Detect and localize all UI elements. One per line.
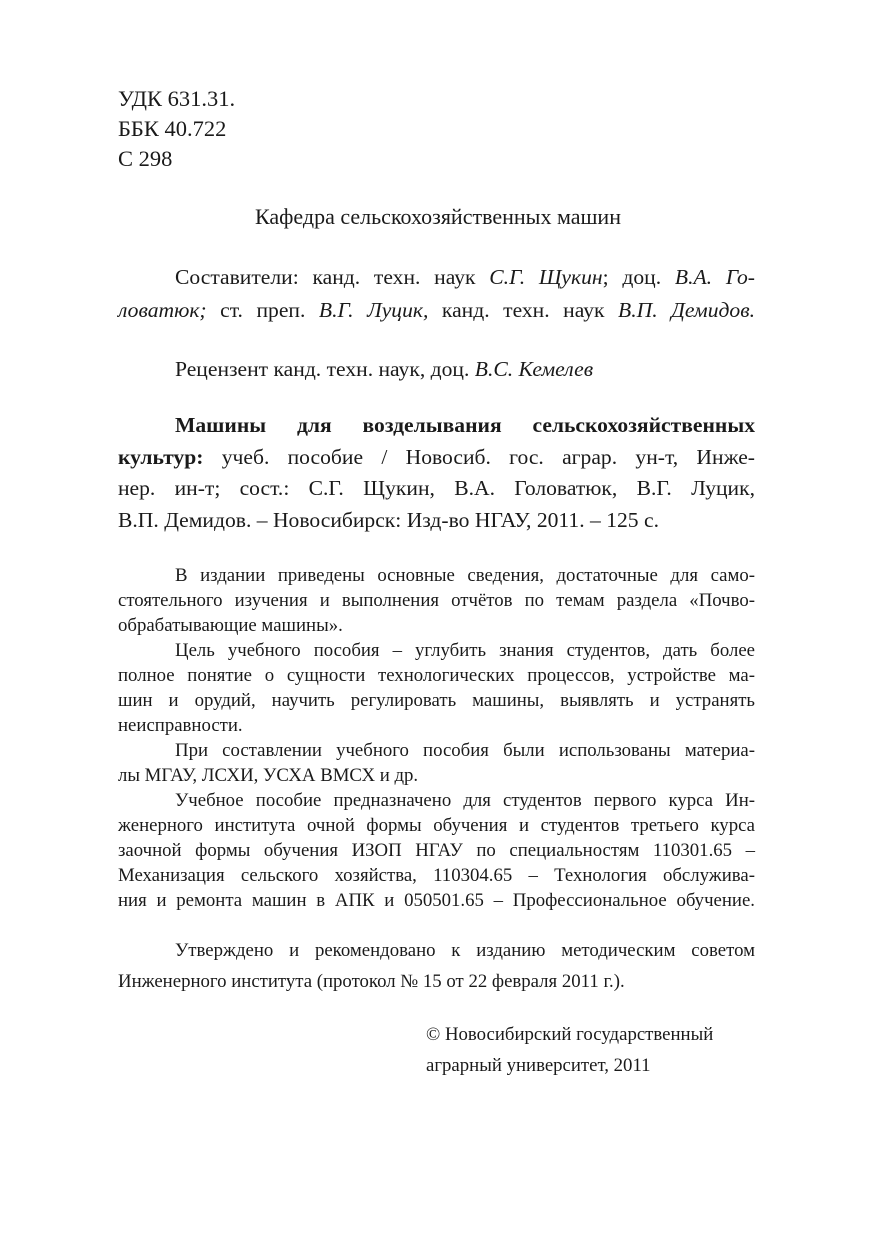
classification-codes	[118, 84, 235, 174]
compilers-prefix: Составители: канд. техн. наук	[175, 265, 490, 289]
annotation-paragraph-3	[118, 738, 755, 788]
biblio-line-1	[118, 410, 755, 442]
copyright-notice	[426, 1019, 713, 1081]
annotation-line: ния и ремонта машин в АПК и 050501.65 – Профессиональное обучение.	[118, 890, 755, 911]
annotation-line: Цель учебного пособия – углубить знания студентов, дать более	[175, 640, 755, 661]
reviewer-name: В.С. Кемелев	[474, 357, 594, 381]
compilers-sep-3: канд. техн. наук	[428, 298, 619, 322]
compiler-name-2b: ловатюк;	[118, 298, 207, 322]
approval-line-1: Утверждено и рекомендовано к изданию методическим советом	[175, 940, 755, 961]
reviewer-line	[118, 353, 755, 386]
copyright-line-2: аграрный университет, 2011	[426, 1055, 651, 1076]
biblio-line-4: В.П. Демидов. – Новосибирск: Изд-во НГАУ, 2011. – 125 с.	[118, 507, 659, 532]
biblio-line-2	[118, 442, 755, 474]
annotation-line: лы МГАУ, ЛСХИ, УСХА ВМСХ и др.	[118, 765, 419, 786]
compilers-line-2	[118, 294, 755, 327]
compiler-name-2a: В.А. Го-	[674, 265, 755, 289]
annotation-line: женерного института очной формы обучения и студентов третьего курса	[118, 815, 755, 836]
compiler-name-1: С.Г. Щукин	[489, 265, 603, 289]
compilers-sep-2: ст. преп.	[206, 298, 319, 322]
compiler-name-3: В.Г. Луцик,	[318, 298, 429, 322]
annotation-line: обрабатывающие машины».	[118, 615, 343, 636]
copyright-line-1: © Новосибирский государственный	[426, 1024, 714, 1045]
annotation	[118, 563, 755, 913]
approval-note	[118, 935, 755, 997]
author-mark: С 298	[118, 146, 173, 171]
approval-line-2: Инженерного института (протокол № 15 от 22 февраля 2011 г.).	[118, 971, 625, 992]
annotation-line: В издании приведены основные сведения, достаточные для само-	[175, 565, 755, 586]
annotation-line: Учебное пособие предназначено для студентов первого курса Ин-	[175, 790, 755, 811]
compilers-sep-1: ; доц.	[602, 265, 675, 289]
compiler-name-4: В.П. Демидов.	[618, 298, 755, 322]
compilers-line-1	[118, 261, 755, 294]
udk-code: УДК 631.31.	[118, 86, 236, 111]
annotation-line: полное понятие о сущности технологических процессов, устройстве ма-	[118, 665, 755, 686]
annotation-line: неисправности.	[118, 715, 243, 736]
annotation-line: стоятельного изучения и выполнения отчётов по темам раздела «Почво-	[118, 590, 755, 611]
annotation-line: заочной формы обучения ИЗОП НГАУ по специальностям 110301.65 –	[118, 840, 755, 861]
biblio-line-3: нер. ин-т; сост.: С.Г. Щукин, В.А. Головатюк, В.Г. Луцик,	[118, 476, 755, 500]
bibliographic-record	[118, 410, 755, 536]
reviewer-prefix: Рецензент канд. техн. наук, доц.	[175, 357, 475, 381]
annotation-line: При составлении учебного пособия были использованы материа-	[175, 740, 755, 761]
annotation-line: шин и орудий, научить регулировать машины, выявлять и устранять	[118, 690, 755, 711]
department-title: Кафедра сельскохозяйственных машин	[255, 204, 621, 229]
biblio-line-2-rest: учеб. пособие / Новосиб. гос. аграр. ун-т, Инже-	[203, 444, 755, 469]
annotation-paragraph-4	[118, 788, 755, 913]
annotation-paragraph-2	[118, 638, 755, 738]
reviewer-block	[118, 353, 755, 386]
compilers-block	[118, 261, 755, 327]
book-title-part-1: Машины для возделывания сельскохозяйственных	[175, 413, 755, 437]
annotation-line: Механизация сельского хозяйства, 110304.65 – Технология обслужива-	[118, 865, 755, 886]
book-title-part-2: культур:	[118, 444, 204, 469]
bbk-code: ББК 40.722	[118, 116, 227, 141]
annotation-paragraph-1	[118, 563, 755, 638]
